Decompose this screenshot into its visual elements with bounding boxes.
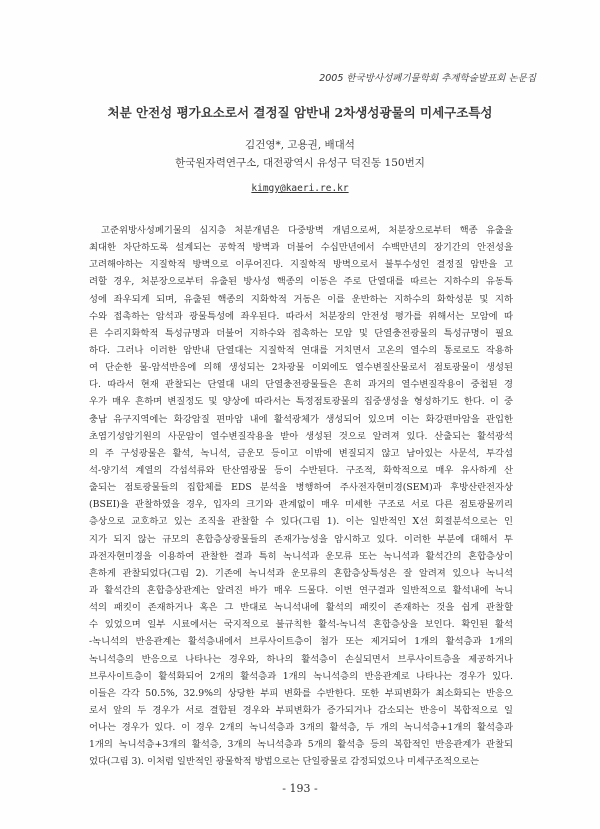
body-line: 었다(그림 3). 이처럼 일반적인 광물학적 방법으로는 단일광물로 감정되었으나 미세구조적으로는 bbox=[89, 756, 480, 768]
contact-email[interactable]: kimgy@kaeri.re.kr bbox=[251, 183, 349, 194]
body-line: 충남 유구지역에는 화강암질 편마암 내에 활석광체가 생성되어 있으며 이는 화강편마암을 관입한 bbox=[89, 413, 513, 425]
body-line: 고려해야하는 지질학적 방벽으로 이루어진다. 지질학적 방벽으로서 불투수성인 결정질 암반을 고 bbox=[89, 259, 513, 271]
body-line: 1개의 녹니석층+3개의 활석층, 3개의 녹니석층과 5개의 활석층 등의 복합적인 반응관계가 관찰되 bbox=[89, 739, 513, 751]
body-line: 하다. 그러나 이러한 암반내 단열대는 지질학적 연대를 거치면서 고온의 열수의 통로로도 작용하 bbox=[89, 344, 513, 356]
body-line: 른 수리지화학적 특성규명과 더불어 지하수와 접촉하는 모암 및 단열충전광물의 특성규명이 필요 bbox=[89, 327, 513, 339]
body-line: 수 있었으며 일부 시료에서는 국지적으로 불규칙한 활석-녹니석 혼합층상을 보인다. 확인된 활석 bbox=[89, 619, 513, 631]
body-line: 성에 좌우되게 되며, 유출된 핵종의 지화학적 거동은 이를 운반하는 지하수의 화학성분 및 지하 bbox=[89, 293, 513, 305]
body-line: 이들은 각각 50.5%, 32.9%의 상당한 부피 변화를 수반한다. 또한 부피변화가 최소화되는 반응으 bbox=[89, 687, 513, 699]
body-line: 의 주 구성광물은 활석, 녹니석, 금운모 등이고 이밖에 변질되지 않고 남아있는 사문석, 투각섬 bbox=[89, 447, 513, 459]
body-line: (BSEI)을 관찰하였을 경우, 입자의 크기와 관계없이 매우 미세한 구조로 서로 다른 점토광물끼리 bbox=[89, 499, 513, 511]
author-list: 김건영*, 고용권, 배대석 bbox=[245, 139, 355, 151]
body-line: 석-양기석 계열의 각섬석류와 탄산염광물 등이 수반된다. 구조적, 화학적으로 매우 유사하게 산 bbox=[89, 464, 513, 476]
body-line: 최대한 차단하도록 설계되는 공학적 방벽과 더불어 수십만년에서 수백만년의 장기간의 안전성을 bbox=[89, 242, 513, 254]
body-line: 흔하게 관찰되었다(그림 2). 기존에 녹니석과 운모류의 혼합층상특성은 잘 알려져 있으나 녹니석 bbox=[89, 567, 513, 579]
body-line: -녹니석의 반응관계는 활석층내에서 브루사이트층이 첨가 또는 제거되어 1개의 활석층과 1개의 bbox=[89, 636, 513, 648]
paper-title: 처분 안전성 평가요소로서 결정질 암반내 2차생성광물의 미세구조특성 bbox=[107, 105, 493, 120]
body-line: 과 활석간의 혼합층상관계는 알려진 바가 매우 드물다. 이번 연구결과 일반적으로 활석내에 녹니 bbox=[89, 584, 513, 596]
body-line: 어나는 경우가 있다. 이 경우 2개의 녹니석층과 3개의 활석층, 두 개의 녹니석층+1개의 활석층과 bbox=[89, 722, 513, 734]
body-line: 수와 접촉하는 암석과 광물특성에 좌우된다. 따라서 처분장의 안전성 평가를 위해서는 모암에 따 bbox=[89, 310, 513, 322]
body-line: 초염기성암기원의 사문암이 열수변질작용을 받아 생성된 것으로 알려져 있다. 산출되는 활석광석 bbox=[89, 430, 513, 442]
body-line: 고준위방사성폐기물의 심지층 처분개념은 다중방벽 개념으로써, 처분장으로부터 핵종 유출을 bbox=[101, 225, 513, 236]
body-line: 다. 따라서 현재 관찰되는 단열대 내의 단열충전광물들은 흔히 과거의 열수변질작용이 중첩된 경 bbox=[89, 379, 513, 391]
body-line: 브루사이트층이 활석화되어 2개의 활석층과 1개의 녹니석층의 반응관계로 나타나는 경우가 있다. bbox=[89, 670, 513, 682]
body-line: 우가 매우 흔하며 변질정도 및 양상에 따라서는 특정점토광물의 집중생성을 형성하기도 한다. 이 중 bbox=[89, 396, 513, 408]
body-line: 지가 되지 않는 규모의 혼합층상광물들의 존재가능성을 암시하고 있다. 이러한 부분에 대해서 투 bbox=[89, 533, 513, 545]
body-line: 로서 앞의 두 경우가 서로 결합된 경우와 부피변화가 증가되거나 감소되는 반응이 복합적으로 일 bbox=[89, 704, 513, 716]
author-affiliation: 한국원자력연구소, 대전광역시 유성구 덕진동 150번지 bbox=[175, 157, 425, 169]
body-line: 출되는 점토광물들의 집합체를 EDS 분석을 병행하여 주사전자현미경(SEM)과 후방산란전자상 bbox=[89, 482, 513, 494]
body-line: 석의 패킷이 존재하거나 혹은 그 반대로 녹니석내에 활석의 패킷이 존재하는 것을 쉽게 관찰할 bbox=[89, 602, 513, 614]
body-line: 려할 경우, 처분장으로부터 유출된 방사성 핵종의 이동은 주로 단열대를 따르는 지하수의 유동특 bbox=[89, 276, 513, 288]
running-header: 2005 한국방사성폐기물학회 추계학술발표회 논문집 bbox=[319, 73, 536, 84]
body-line: 층상으로 교호하고 있는 조직을 관찰할 수 있다(그림 1). 이는 일반적인 X선 회절분석으로는 인 bbox=[89, 516, 513, 528]
body-line: 녹니석층의 반응으로 나타나는 경우와, 하나의 활석층이 손실되면서 브루사이트층을 제공하거나 bbox=[89, 653, 513, 665]
body-line: 과전자현미경을 이용하여 관찰한 결과 특히 녹니석과 운모류 또는 녹니석과 활석간의 혼합층상이 bbox=[89, 550, 513, 562]
body-line: 여 단순한 물-암석반응에 의해 생성되는 2차광물 이외에도 열수변질산물로서 점토광물이 생성된 bbox=[89, 362, 513, 374]
page-number: - 193 - bbox=[282, 782, 318, 795]
body-text bbox=[89, 222, 513, 771]
